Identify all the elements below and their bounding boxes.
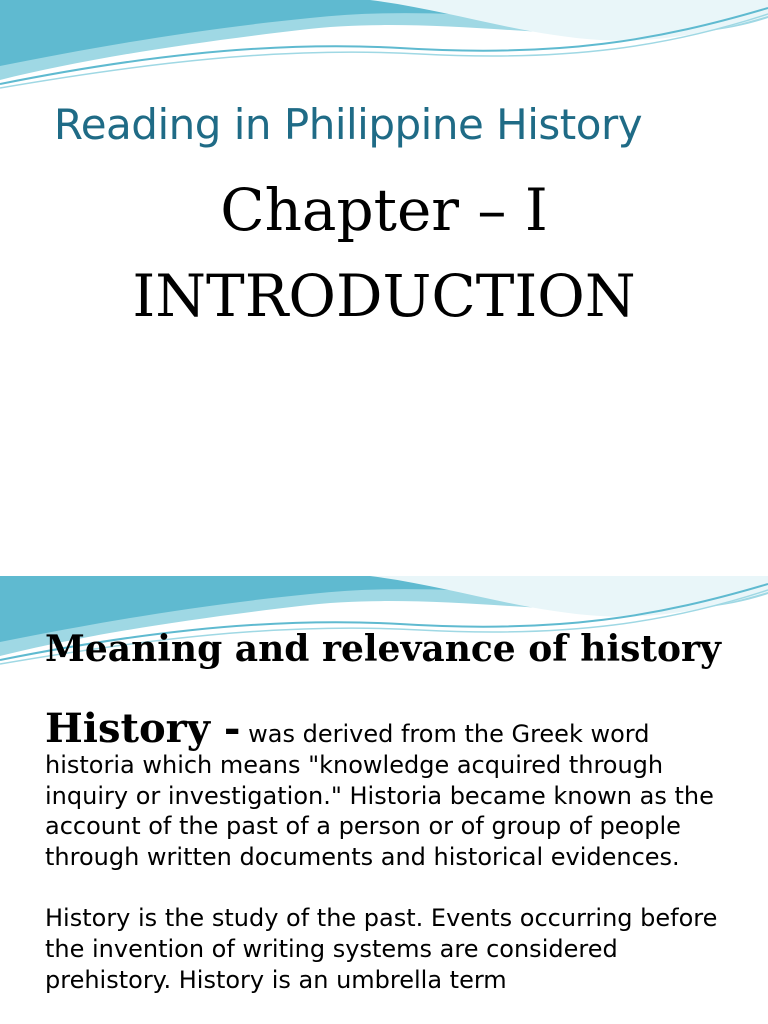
wave-banner: [0, 0, 768, 90]
chapter-label: Chapter – I: [220, 176, 548, 244]
definition-text: was derived from the Greek word historia which means "knowledge acquired through inquiry or investigation." Historia became known as the account of the past of a person or of group of people through written documents and historical evidences.: [45, 720, 714, 872]
presentation-title: Reading in Philippine History: [53, 100, 643, 149]
body-text: [45, 705, 745, 995]
section-heading: Meaning and relevance of history: [45, 628, 721, 670]
slide-separator: [0, 566, 768, 576]
slide-2: [0, 576, 768, 1024]
definition-paragraph: [45, 705, 745, 873]
chapter-subtitle: INTRODUCTION: [132, 262, 636, 330]
term-history: History -: [45, 705, 241, 752]
history-paragraph: History is the study of the past. Events occurring before the invention of writing systems are considered prehistory. History is an umbrella term: [45, 903, 718, 994]
